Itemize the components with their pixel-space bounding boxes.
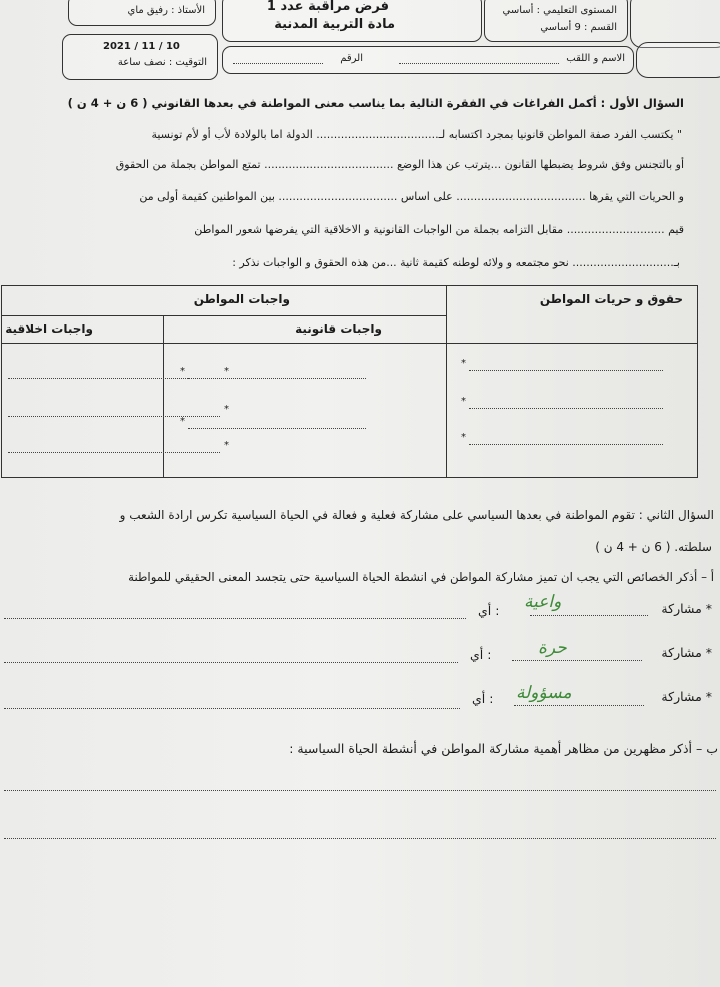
q2-part-a: أ – أذكر الخصائص التي يجب ان تميز مشاركة المواطن في انشطة الحياة السياسية حتى يتجسد المعنى الحقيقي للمواطنة	[128, 570, 714, 584]
q2-part-b: ب – أذكر مظهرين من مظاهر أهمية مشاركة المواطن في أنشطة الحياة السياسية :	[289, 741, 718, 756]
q2-title-cont: سلطته. ( 6 ن + 4 ن )	[595, 540, 712, 554]
rights-bullet-1: *	[461, 358, 466, 369]
exam-title: فرض مراقبة عدد 1	[266, 0, 389, 14]
moral-bullet-2: *	[224, 404, 229, 415]
student-info-box	[222, 46, 634, 74]
moral-duties-header: واجبات اخلاقية	[2, 316, 164, 344]
participation-label-3: * مشاركة	[661, 689, 712, 704]
participation-type-field-2[interactable]	[512, 660, 642, 661]
duties-header: واجبات المواطن	[2, 286, 447, 316]
rights-bullet-3: *	[461, 432, 466, 443]
meaning-field-1[interactable]	[4, 618, 466, 619]
part-b-answer-1[interactable]	[4, 790, 716, 791]
exam-date: 2021 / 11 / 10	[103, 41, 180, 52]
legal-answers-cell	[164, 344, 447, 478]
header-teacher-box	[68, 0, 216, 26]
moral-bullet-1: *	[224, 366, 229, 377]
meaning-field-2[interactable]	[4, 662, 458, 663]
meaning-field-3[interactable]	[4, 708, 460, 709]
participation-type-field-3[interactable]	[514, 705, 644, 706]
legal-bullet-2: *	[180, 416, 185, 427]
moral-answer-1[interactable]	[8, 378, 220, 379]
handwritten-answer-3: مسؤولة	[516, 683, 572, 703]
legal-bullet-1: *	[180, 366, 185, 377]
legal-duties-header: واجبات قانونية	[164, 316, 447, 344]
moral-answer-2[interactable]	[8, 416, 220, 417]
handwritten-answer-2: حرة	[538, 638, 567, 658]
meaning-label-1: : أي	[478, 603, 500, 618]
participation-label-2: * مشاركة	[661, 645, 712, 660]
meaning-label-2: : أي	[470, 647, 492, 662]
teacher-name: الأستاذ : رفيق ماي	[127, 5, 205, 16]
header-date-box	[62, 34, 218, 80]
rights-header: حقوق و حريات المواطن	[447, 286, 698, 344]
q2-title: السؤال الثاني : تقوم المواطنة في بعدها السياسي على مشاركة فعلية و فعالة في الحياة السياسية تكرس ارادة الشعب و	[119, 508, 714, 522]
participation-type-field-1[interactable]	[530, 615, 648, 616]
number-field[interactable]	[233, 63, 323, 64]
subject-title: مادة التربية المدنية	[274, 17, 395, 32]
header-corner-box	[630, 0, 720, 48]
header-info-box-right	[484, 0, 628, 42]
q1-line-3: و الحريات التي يقرها ..................................... على اساس .................................. بين المواطنين كقيمة أولى من	[139, 190, 684, 203]
q1-line-1: " يكتسب الفرد صفة المواطن قانونيا بمجرد اكتسابه لـ................................... الدولة اما بالولادة لأب أو لأم تونسية	[151, 128, 682, 141]
legal-answer-2[interactable]	[188, 428, 366, 429]
name-label: الاسم و اللقب	[566, 53, 625, 64]
number-label: الرقم	[340, 53, 363, 64]
rights-answers-cell	[447, 344, 698, 478]
q1-title: السؤال الأول : أكمل الفراغات في الفقرة التالية بما يناسب معنى المواطنة في بعدها القانوني ( 6 ن + 4 ن )	[67, 96, 684, 110]
student-info-corner-box	[636, 42, 720, 78]
q1-line-2: أو بالتجنس وفق شروط يضبطها القانون ...يترتب عن هذا الوضع ..................................... تمتع المواطن بجملة من الحقوق	[115, 158, 684, 171]
rights-answer-3[interactable]	[469, 444, 663, 445]
level-label: المستوى التعليمي : أساسي	[502, 5, 617, 16]
moral-bullet-3: *	[224, 440, 229, 451]
exam-duration: التوقيت : نصف ساعة	[117, 57, 207, 68]
rights-duties-table	[1, 285, 698, 478]
participation-label-1: * مشاركة	[661, 601, 712, 616]
rights-answer-2[interactable]	[469, 408, 663, 409]
meaning-label-3: : أي	[472, 691, 494, 706]
moral-answers-cell	[2, 344, 229, 478]
moral-answer-3[interactable]	[8, 452, 220, 453]
rights-bullet-2: *	[461, 396, 466, 407]
q1-line-4: قيم ............................ مقابل التزامه بجملة من الواجبات القانونية و الاخلاقية التي يفرضها شعور المواطن	[194, 223, 684, 236]
header-title-box	[222, 0, 482, 42]
part-b-answer-2[interactable]	[4, 838, 716, 839]
q1-line-5: بـ............................. نحو مجتمعه و ولائه لوطنه كقيمة ثانية ...من هذه الحقوق و الواجبات نذكر :	[232, 256, 680, 269]
section-label: القسم : 9 أساسي	[540, 22, 617, 33]
handwritten-answer-1: واعية	[524, 592, 562, 612]
name-field[interactable]	[399, 63, 559, 64]
rights-answer-1[interactable]	[469, 370, 663, 371]
